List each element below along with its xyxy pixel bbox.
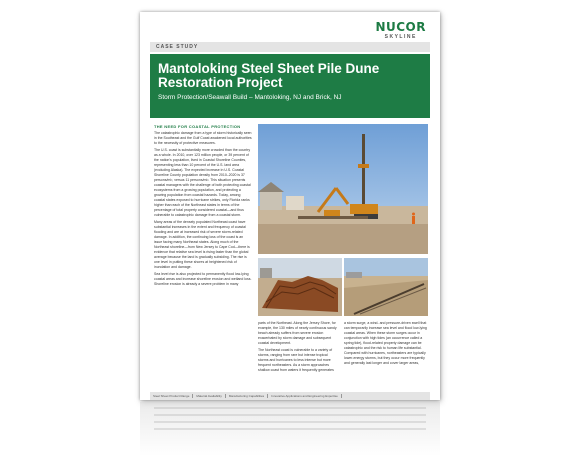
paragraph: Sea level rise is also projected to permanently flood low-lying coastal areas and increase shoreline erosion and wetland loss. Shoreline erosion is already a severe problem in many (154, 272, 252, 286)
footer-bar (150, 392, 430, 400)
paragraph: The catastrophic damage from a type of storm historically seen in the Southeast and the Gulf Coast awakened local authorities to the necessity of protective measures. (154, 131, 252, 145)
logo-brand: NUCOR (375, 20, 426, 34)
dune-barrier-photo (344, 258, 428, 316)
footer-item: Innovative Applications and Engineering Expertise (268, 394, 342, 398)
title-banner (150, 54, 430, 118)
case-study-page (140, 12, 440, 400)
case-study-label-bar (150, 42, 430, 52)
paragraph: Many areas of the densely populated Northeast coast have substantial increases in the extent and frequency of coastal flooding and are at increased risk of severe storm-related damage. In addition, the continuing loss of the coast is an issue facing many Northeast states. Along much of the Northeast shoreline—from New Jersey to Cape Cod—there is evidence that relative sea level is rising faster than the global average because the land is gradually subsiding. The rise is one level in putting these shores at heightened risk of inundation and damage. (154, 220, 250, 269)
construction-site-illustration (258, 124, 428, 254)
reflection-line (154, 414, 426, 416)
paragraph: The Northeast coast is vulnerable to a variety of storms, ranging from rare but intense tropical storms and hurricanes to less intense but more frequent northeasters. As a storm approaches shallow coast from waters it frequently generates (258, 348, 334, 372)
construction-site-photo (258, 124, 428, 254)
case-study-label: CASE STUDY (156, 44, 199, 50)
footer-item: Material Availability (193, 394, 225, 398)
dune-illustration (344, 258, 428, 316)
sheet-piles-illustration (258, 258, 342, 316)
section-heading: THE NEED FOR COASTAL PROTECTION (154, 124, 241, 129)
middle-text-column (258, 319, 338, 373)
page-title: Mantoloking Steel Sheet Pile Dune Restoration Project (158, 61, 380, 90)
nucor-skyline-logo (375, 20, 426, 40)
paragraph: parts of the Northeast. Along the Jersey Shore, for example, the 130 miles of nearly continuous sandy beach already suffers from severe erosion exacerbated by storm damage and subsequent coastal development. (258, 321, 337, 345)
page-subtitle: Storm Protection/Seawall Build – Mantoloking, NJ and Brick, NJ (158, 94, 342, 101)
steel-sheet-piles-photo (258, 258, 342, 316)
logo-subtext: SKYLINE (384, 34, 417, 40)
left-text-column (154, 124, 252, 287)
paragraph: The U.S. coast is substantially more crowded than the country as a whole. In 2010, over 123 million people, or 39 percent of the nation's population, lived in Coastal Shoreline Counties, representing less than 10 percent of the U.S. land area (excluding Alaska). The expected increase in U.S. Coastal Shoreline County population density from 2010–2020 is 37 persons/mi², versus 11 persons/mi². This situation presents coastal managers with the challenge of both protecting coastal ecosystems from a growing population, and protecting a growing population from coastal hazards. Today, among coastal states exposed to hurricane strikes, only Florida ranks higher than each of the Northeast states in terms of the percentage of total property considered coastal—and thus vulnerable to catastrophic damage from a coastal storm. (154, 148, 251, 217)
paragraph: a storm surge, a wind- and pressure-driven swell that can temporarily increase sea level and flood low-lying coastal areas. When these storm surges occur in conjunction with high tides (an occurrence called a spring tide), flood-related property damage can be catastrophic and the risk to human life substantial. Compared with hurricanes, northeasters are typically lower-energy storms, but they occur more frequently and generally last longer and cover larger areas, (344, 321, 427, 365)
reflection-line (154, 428, 426, 430)
right-text-column (344, 319, 428, 366)
footer-item: Steel Sheet Product Range (150, 394, 193, 398)
footer-item: Manufacturing Capabilities (226, 394, 268, 398)
reflection-line (154, 421, 426, 423)
page-reflection (140, 402, 440, 456)
reflection-line (154, 407, 426, 409)
